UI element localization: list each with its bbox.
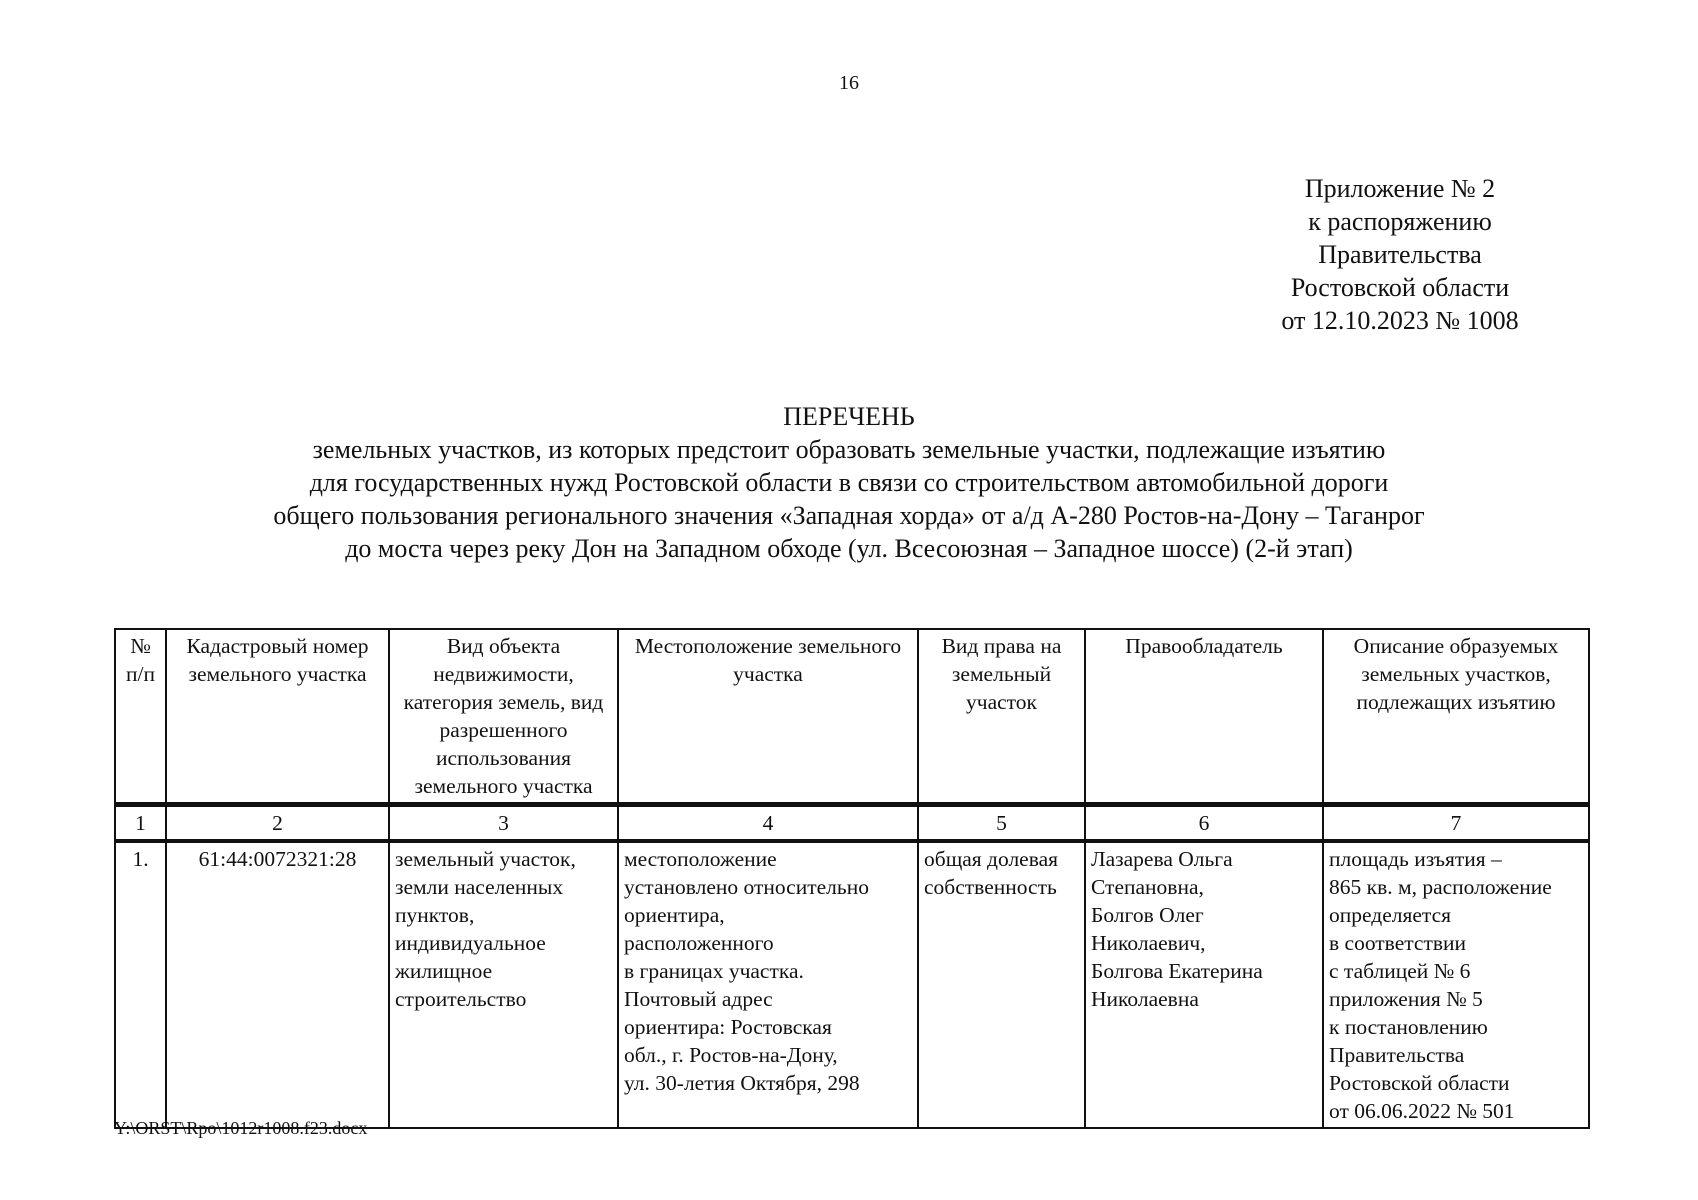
heading-title: ПЕРЕЧЕНЬ bbox=[783, 402, 915, 431]
owner-cell bbox=[1085, 841, 1323, 1128]
heading-line: до моста через реку Дон на Западном обходе (ул. Всесоюзная – Западное шоссе) (2-й этап) bbox=[345, 534, 1353, 563]
cadastral-number-cell: 61:44:0072321:28 bbox=[166, 841, 389, 1128]
header-text: участок bbox=[966, 690, 1037, 714]
cell-line: индивидуальное bbox=[395, 931, 546, 955]
appendix-line: к распоряжению bbox=[1308, 207, 1492, 236]
cell-line: установлено относительно bbox=[624, 875, 869, 899]
header-text: земельного участка bbox=[188, 662, 367, 686]
cell-line: Николаевич, bbox=[1091, 931, 1206, 955]
description-cell bbox=[1323, 841, 1589, 1128]
page-number: 16 bbox=[839, 72, 859, 94]
header-text: Вид права bbox=[941, 634, 1035, 658]
header-cell-description bbox=[1323, 629, 1589, 805]
cell-line: с таблицей № 6 bbox=[1329, 959, 1471, 983]
header-cell-cadastral bbox=[166, 629, 389, 805]
right-type-cell bbox=[918, 841, 1085, 1128]
land-plots-table bbox=[114, 628, 1590, 1129]
header-cell-owner bbox=[1085, 629, 1323, 805]
header-text: Местоположение bbox=[634, 634, 793, 658]
header-text: земельного участка bbox=[733, 634, 902, 686]
cell-line: земли населенных bbox=[395, 875, 564, 899]
header-text: Кадастровый номер bbox=[186, 634, 369, 658]
appendix-line: Приложение № 2 bbox=[1304, 174, 1496, 203]
header-cell-object-type bbox=[389, 629, 618, 805]
cell-line: ориентира: Ростовская bbox=[624, 1015, 832, 1039]
cell-line: жилищное bbox=[395, 959, 493, 983]
heading-line: земельных участков, из которых предстоит образовать земельные участки, подлежащие изъятию bbox=[312, 435, 1386, 464]
cell-line: пунктов, bbox=[395, 903, 475, 927]
cell-line: определяется bbox=[1329, 903, 1451, 927]
row-number-cell: 1. bbox=[115, 841, 166, 1128]
appendix-block bbox=[1230, 172, 1570, 337]
cell-line: расположенного bbox=[624, 931, 774, 955]
column-number-cell: 6 bbox=[1085, 805, 1323, 842]
cell-line: ул. 30-летия Октября, 298 bbox=[624, 1071, 860, 1095]
cell-line: к постановлению bbox=[1329, 1015, 1488, 1039]
column-number-cell: 3 bbox=[389, 805, 618, 842]
cell-line: площадь изъятия – bbox=[1329, 847, 1502, 871]
header-text: использования bbox=[436, 746, 571, 770]
cell-line: строительство bbox=[395, 987, 527, 1011]
column-number-cell: 2 bbox=[166, 805, 389, 842]
cell-line: ориентира, bbox=[624, 903, 725, 927]
header-text: подлежащих изъятию bbox=[1356, 690, 1556, 714]
header-cell-location bbox=[618, 629, 918, 805]
heading-line: общего пользования регионального значения «Западная хорда» от а/д А-280 Ростов-на-Дону – Таганрог bbox=[273, 501, 1425, 530]
cell-line: Болгова Екатерина bbox=[1091, 959, 1263, 983]
cell-line: Правительства bbox=[1329, 1043, 1465, 1067]
header-text: Правообладатель bbox=[1125, 634, 1283, 658]
header-text: категория земель, bbox=[403, 690, 566, 714]
header-text: земельных участков, bbox=[1361, 662, 1551, 686]
cell-line: от 06.06.2022 № 501 bbox=[1329, 1099, 1515, 1123]
header-text: п/п bbox=[126, 662, 155, 686]
cell-line: Степановна, bbox=[1091, 875, 1204, 899]
column-number-row bbox=[115, 805, 1589, 842]
cell-line: местоположение bbox=[624, 847, 777, 871]
cell-line: в соответствии bbox=[1329, 931, 1467, 955]
column-number-cell: 1 bbox=[115, 805, 166, 842]
column-number-cell: 7 bbox=[1323, 805, 1589, 842]
object-type-cell bbox=[389, 841, 618, 1128]
cell-line: обл., г. Ростов-на-Дону, bbox=[624, 1043, 838, 1067]
column-number-cell: 4 bbox=[618, 805, 918, 842]
header-text: № bbox=[130, 634, 151, 658]
appendix-line: Ростовской области bbox=[1290, 273, 1510, 302]
cell-line: Ростовской области bbox=[1329, 1071, 1510, 1095]
cell-line: Болгов Олег bbox=[1091, 903, 1204, 927]
header-cell-right-type bbox=[918, 629, 1085, 805]
appendix-line: Правительства bbox=[1318, 240, 1482, 269]
table-header-row bbox=[115, 629, 1589, 805]
cell-line: Лазарева Ольга bbox=[1091, 847, 1233, 871]
header-cell-number bbox=[115, 629, 166, 805]
header-text: вид разрешенного bbox=[439, 690, 604, 742]
cell-line: приложения № 5 bbox=[1329, 987, 1483, 1011]
cell-line: в границах участка. bbox=[624, 959, 804, 983]
document-heading bbox=[160, 400, 1538, 565]
header-text: на земельный bbox=[951, 634, 1062, 686]
cell-line: 865 кв. м, расположение bbox=[1329, 875, 1552, 899]
cell-line: собственность bbox=[924, 875, 1057, 899]
heading-line: для государственных нужд Ростовской области в связи со строительством автомобильной дороги bbox=[309, 468, 1389, 497]
header-text: Описание образуемых bbox=[1353, 634, 1559, 658]
header-text: Вид объекта bbox=[446, 634, 561, 658]
file-path-footer: Y:\ORST\Rpo\1012r1008.f23.docx bbox=[114, 1118, 368, 1138]
header-text: недвижимости, bbox=[433, 662, 574, 686]
location-cell bbox=[618, 841, 918, 1128]
column-number-cell: 5 bbox=[918, 805, 1085, 842]
table-row bbox=[115, 841, 1589, 1128]
header-text: земельного участка bbox=[414, 774, 593, 798]
cell-line: земельный участок, bbox=[395, 847, 576, 871]
cell-line: Почтовый адрес bbox=[624, 987, 773, 1011]
appendix-line: от 12.10.2023 № 1008 bbox=[1281, 306, 1519, 335]
cell-line: Николаевна bbox=[1091, 987, 1199, 1011]
cell-line: общая долевая bbox=[924, 847, 1059, 871]
